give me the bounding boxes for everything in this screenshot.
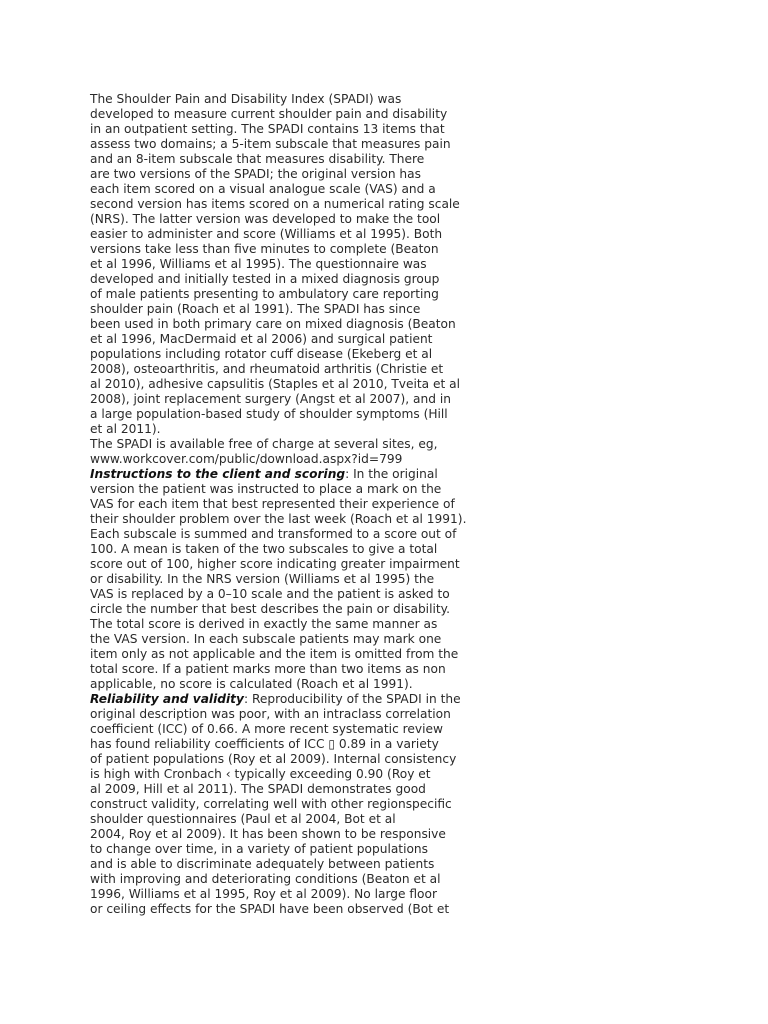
line-text: : Reproducibility of the SPADI in the [243, 692, 461, 706]
text-line [90, 662, 490, 677]
text-line [90, 107, 490, 122]
text-line [90, 317, 490, 332]
line-text: version the patient was instructed to place a mark on the [90, 482, 442, 496]
text-line [90, 872, 490, 887]
line-text: 1996, Williams et al 1995, Roy et al 2009). No large floor [90, 887, 437, 901]
line-text: are two versions of the SPADI; the original version has [90, 167, 421, 181]
text-line [90, 467, 490, 482]
line-text: et al 2011). [90, 422, 161, 436]
line-text: total score. If a patient marks more than two items as non [90, 662, 446, 676]
line-text: of male patients presenting to ambulatory care reporting [90, 287, 439, 301]
text-line [90, 302, 490, 317]
line-text: The total score is derived in exactly the same manner as [90, 617, 438, 631]
text-line [90, 587, 490, 602]
text-line [90, 602, 490, 617]
line-text: second version has items scored on a numerical rating scale [90, 197, 460, 211]
line-text: al 2010), adhesive capsulitis (Staples et al 2010, Tveita et al [90, 377, 461, 391]
line-text: with improving and deteriorating conditions (Beaton et al [90, 872, 441, 886]
text-line [90, 482, 490, 497]
text-line [90, 857, 490, 872]
line-text: The Shoulder Pain and Disability Index (SPADI) was [90, 92, 402, 106]
text-line [90, 242, 490, 257]
text-line [90, 332, 490, 347]
text-line [90, 227, 490, 242]
line-text: is high with Cronbach ‹ typically exceeding 0.90 (Roy et [90, 767, 431, 781]
line-text: their shoulder problem over the last week (Roach et al 1991). [90, 512, 467, 526]
text-line [90, 257, 490, 272]
document-body [90, 92, 490, 917]
line-text: a large population-based study of shoulder symptoms (Hill [90, 407, 448, 421]
text-line [90, 422, 490, 437]
line-text: versions take less than five minutes to complete (Beaton [90, 242, 439, 256]
line-text: has found reliability coefficients of ICC ▯ 0.89 in a variety [90, 737, 439, 751]
text-line [90, 722, 490, 737]
line-text: or disability. In the NRS version (Williams et al 1995) the [90, 572, 435, 586]
line-text: The SPADI is available free of charge at several sites, eg, [90, 437, 438, 451]
text-line [90, 887, 490, 902]
line-text: al 2009, Hill et al 2011). The SPADI demonstrates good [90, 782, 426, 796]
line-text: www.workcover.com/public/download.aspx?id=799 [90, 452, 403, 466]
text-line [90, 692, 490, 707]
text-line [90, 842, 490, 857]
section-heading: Instructions to the client and scoring [90, 467, 346, 481]
text-line [90, 797, 490, 812]
text-line [90, 362, 490, 377]
text-line [90, 827, 490, 842]
text-line [90, 122, 490, 137]
line-text: developed to measure current shoulder pain and disability [90, 107, 448, 121]
line-text: Each subscale is summed and transformed to a score out of [90, 527, 457, 541]
text-line [90, 392, 490, 407]
text-line [90, 407, 490, 422]
text-line [90, 752, 490, 767]
text-line [90, 542, 490, 557]
text-line [90, 197, 490, 212]
line-text: coefficient (ICC) of 0.66. A more recent systematic review [90, 722, 443, 736]
text-line [90, 527, 490, 542]
text-line [90, 377, 490, 392]
text-line [90, 902, 490, 917]
text-line [90, 707, 490, 722]
line-text: 2008), joint replacement surgery (Angst et al 2007), and in [90, 392, 451, 406]
line-text: of patient populations (Roy et al 2009). Internal consistency [90, 752, 457, 766]
text-line [90, 272, 490, 287]
text-line [90, 212, 490, 227]
line-text: and is able to discriminate adequately between patients [90, 857, 435, 871]
line-text: to change over time, in a variety of patient populations [90, 842, 429, 856]
line-text: shoulder pain (Roach et al 1991). The SPADI has since [90, 302, 421, 316]
text-line [90, 497, 490, 512]
text-line [90, 782, 490, 797]
text-line [90, 137, 490, 152]
text-line [90, 437, 490, 452]
section-heading: Reliability and validity [90, 692, 244, 706]
line-text: circle the number that best describes the pain or disability. [90, 602, 450, 616]
line-text: populations including rotator cuff disease (Ekeberg et al [90, 347, 433, 361]
line-text: been used in both primary care on mixed diagnosis (Beaton [90, 317, 456, 331]
line-text: (NRS). The latter version was developed to make the tool [90, 212, 441, 226]
line-text: shoulder questionnaires (Paul et al 2004, Bot et al [90, 812, 396, 826]
text-line [90, 572, 490, 587]
line-text: easier to administer and score (Williams et al 1995). Both [90, 227, 443, 241]
line-text: score out of 100, higher score indicating greater impairment [90, 557, 460, 571]
line-text: construct validity, correlating well with other regionspecific [90, 797, 452, 811]
line-text: each item scored on a visual analogue scale (VAS) and a [90, 182, 436, 196]
line-text: 2004, Roy et al 2009). It has been shown to be responsive [90, 827, 446, 841]
text-line [90, 647, 490, 662]
text-line [90, 512, 490, 527]
line-text: assess two domains; a 5-item subscale that measures pain [90, 137, 451, 151]
text-line [90, 617, 490, 632]
text-line [90, 347, 490, 362]
line-text: the VAS version. In each subscale patients may mark one [90, 632, 442, 646]
line-text: item only as not applicable and the item is omitted from the [90, 647, 459, 661]
text-line [90, 92, 490, 107]
line-text: : In the original [345, 467, 438, 481]
text-line [90, 287, 490, 302]
line-text: VAS for each item that best represented their experience of [90, 497, 455, 511]
text-line [90, 767, 490, 782]
text-line [90, 677, 490, 692]
text-line [90, 152, 490, 167]
line-text: et al 1996, MacDermaid et al 2006) and surgical patient [90, 332, 433, 346]
line-text: or ceiling effects for the SPADI have been observed (Bot et [90, 902, 450, 916]
text-line [90, 452, 490, 467]
line-text: applicable, no score is calculated (Roach et al 1991). [90, 677, 413, 691]
text-line [90, 812, 490, 827]
text-line [90, 167, 490, 182]
line-text: original description was poor, with an intraclass correlation [90, 707, 451, 721]
line-text: developed and initially tested in a mixed diagnosis group [90, 272, 440, 286]
text-line [90, 182, 490, 197]
text-line [90, 557, 490, 572]
line-text: and an 8-item subscale that measures disability. There [90, 152, 425, 166]
line-text: et al 1996, Williams et al 1995). The questionnaire was [90, 257, 427, 271]
text-line [90, 632, 490, 647]
text-line [90, 737, 490, 752]
line-text: in an outpatient setting. The SPADI contains 13 items that [90, 122, 445, 136]
line-text: 100. A mean is taken of the two subscales to give a total [90, 542, 438, 556]
line-text: 2008), osteoarthritis, and rheumatoid arthritis (Christie et [90, 362, 444, 376]
line-text: VAS is replaced by a 0–10 scale and the patient is asked to [90, 587, 450, 601]
